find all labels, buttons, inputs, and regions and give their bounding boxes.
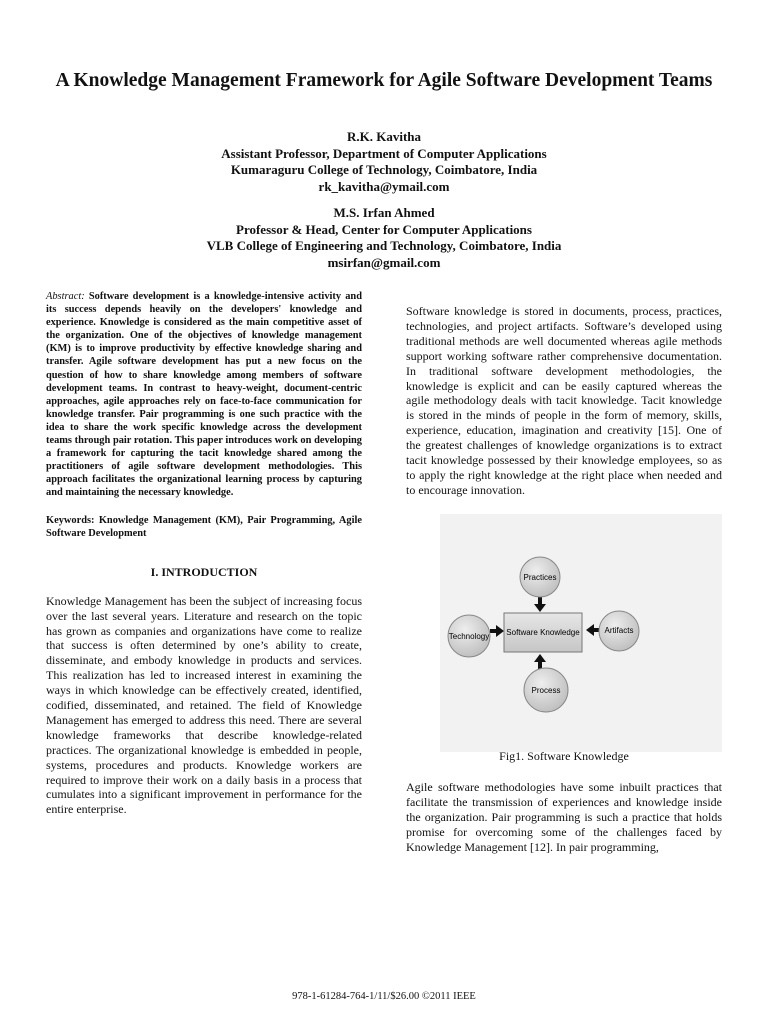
pair-programming-paragraph: Agile software methodologies have some inbuilt practices that facilitate the transmission of experiences and knowledge inside the organization. Pair programming is such a practice that holds promise for overcoming some of the challenges faced by Knowledge Management [12]. In pair programming, [406, 780, 722, 854]
abstract-label: Abstract: [46, 291, 85, 302]
arrow-from-technology [490, 625, 504, 637]
ieee-footer: 978-1-61284-764-1/11/$26.00 ©2011 IEEE [292, 991, 476, 1002]
abstract [46, 290, 362, 500]
section-heading-introduction: I. INTRODUCTION [150, 564, 258, 579]
author-1-email: rk_kavitha@ymail.com [318, 178, 450, 194]
author-2-email: msirfan@gmail.com [327, 254, 441, 270]
abstract-text: Software development is a knowledge-intensive activity and its success depends heavily on the developers' knowledge and experience. Knowledge is considered as the main competitive asset of the organization. One of the objectives of knowledge management (KM) is to improve productivity by effective knowledge sharing and transfer. Agile software development has put a new focus on the question of how to share knowledge among members of software development teams. In contrast to heavy-weight, document-centric approaches, agile approaches rely on face-to-face communication for knowledge transfer. Pair programming is one such practice with the idea to share the work specific knowledge across the development teams through pair rotation. This paper introduces work on developing a framework for capturing the tacit knowledge shared among the practitioners of agile software development methodologies. This approach facilitates the organizational learning process by capturing and maintaining the necessary knowledge. [46, 291, 362, 499]
keywords: Keywords: Knowledge Management (KM), Pair Programming, Agile Software Development [46, 514, 362, 539]
practices-label: Practices [523, 573, 557, 582]
author-2-position: Professor & Head, Center for Computer Applications [236, 221, 532, 237]
process-label: Process [531, 686, 561, 695]
software-knowledge-diagram [440, 514, 722, 752]
software-knowledge-figure [440, 514, 722, 752]
software-knowledge-paragraph: Software knowledge is stored in documents, process, practices, technologies, and project artifacts. Software’s developed using traditional methods are well documented whereas agile methods support working software rather comprehensive documentation. In traditional software development methodologies, the knowledge is explicit and can be easily captured whereas the agile methodology deals with tacit knowledge. Tacit knowledge is stored in the minds of people in the form of memory, skills, experience, education, imagination and creativity [15]. One of the greatest challenges of knowledge organizations is to extract tacit knowledge possessed by their knowledge employees, so as to apply the right knowledge at the right place when needed and to encourage innovation. [406, 304, 722, 497]
arrow-from-practices [534, 596, 546, 612]
introduction-paragraph: Knowledge Management has been the subject of increasing focus over the last several years. Literature and research on the topic has grown as companies and organizations have come to realize that success is often determined by one’s ability to create, disseminate, and embody knowledge in products and services. This realization has led to increased interest in examining the ways in which knowledge can be effectively created, identified, codified, disseminated, and retained. The field of Knowledge Management has emerged to address this need. There are several knowledge frameworks that describe knowledge-related practices. The organizational knowledge is embedded in people, systems, procedures and products. Knowledge workers are required to improve their work on a daily basis in a process that cumulates into a significant improvement in performance for the entire enterprise. [46, 593, 362, 817]
left-column [46, 290, 362, 817]
author-2-institution: VLB College of Engineering and Technology, Coimbatore, India [206, 238, 562, 253]
software-knowledge-label: Software Knowledge [506, 628, 580, 637]
paper-title: A Knowledge Management Framework for Agile Software Development Teams [55, 70, 713, 91]
right-column-continued [406, 780, 722, 855]
author-1-position: Assistant Professor, Department of Computer Applications [221, 145, 547, 161]
artifacts-label: Artifacts [604, 626, 634, 635]
right-column [406, 304, 722, 498]
author-1-institution: Kumaraguru College of Technology, Coimbatore, India [230, 162, 538, 177]
figure-caption: Fig1. Software Knowledge [499, 749, 629, 763]
author-block [40, 129, 728, 271]
author-2-name: M.S. Irfan Ahmed [333, 205, 435, 220]
author-1-name: R.K. Kavitha [346, 129, 422, 144]
technology-label: Technology [448, 632, 490, 641]
